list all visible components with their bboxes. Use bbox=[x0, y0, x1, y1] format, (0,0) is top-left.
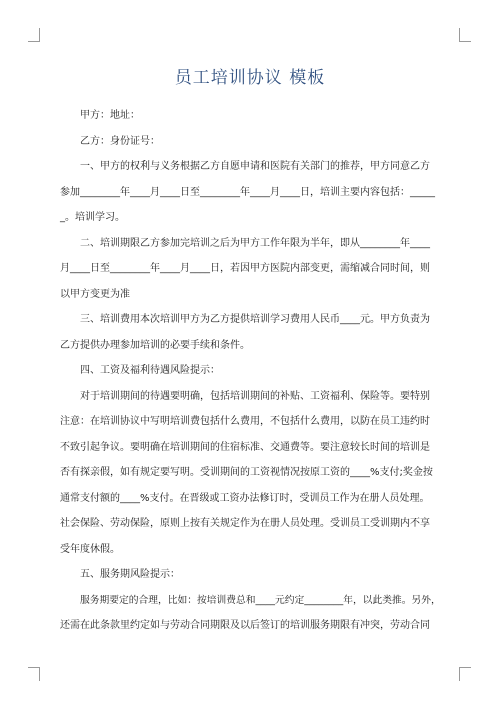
paragraph-line: 否有探亲假，如有规定要写明。受训期间的工资视情况按原工资的____%支付;奖金按 bbox=[60, 467, 433, 478]
paragraph-line: 社会保险、劳动保险，原则上按有关规定作为在册人员处理。受训员工受训期内不享 bbox=[60, 518, 430, 529]
paragraph-line: 乙方提供办理参加培训的必要手续和条件。 bbox=[60, 339, 250, 351]
paragraph-line: 二、培训期限乙方参加完培训之后为甲方工作年限为半年，即从________年____ bbox=[80, 237, 430, 249]
crop-mark-top-right bbox=[459, 28, 471, 42]
paragraph-line: 通常支付额的____%支付。在晋级或工资办法修订时，受训员工作为在册人员处理。 bbox=[60, 492, 430, 504]
document-body bbox=[60, 103, 442, 639]
paragraph-line: 受年度休假。 bbox=[60, 543, 120, 555]
paragraph-line: 注意：在培训协议中写明培训费包括什么费用，不包括什么费用，以防在员工违约时 bbox=[60, 416, 430, 427]
section-heading: 五、服务期风险提示： bbox=[80, 569, 180, 580]
crop-mark-bottom-left bbox=[28, 667, 40, 681]
paragraph-line: 一、甲方的权利与义务根据乙方自愿申请和医院有关部门的推荐，甲方同意乙方 bbox=[80, 161, 430, 172]
paragraph-line: 以甲方变更为准 bbox=[60, 288, 130, 300]
crop-mark-bottom-right bbox=[459, 667, 471, 681]
paragraph-line: _。培训学习。 bbox=[60, 212, 125, 223]
paragraph-line: 还需在此条款里约定如与劳动合同期限及以后签订的培训服务期限有冲突，劳动合同 bbox=[60, 620, 430, 631]
paragraph-line: 不致引起争议。要明确在培训期间的住宿标准、交通费等。要注意较长时间的培训是 bbox=[60, 441, 430, 453]
paragraph-line: 月____日至________年____月____日，若因甲方医院内部变更，需缩减合同时间，则 bbox=[60, 263, 430, 274]
party-b-line: 乙方：身份证号： bbox=[80, 135, 160, 147]
paragraph-line: 参加________年____月____日至________年____月____日，培训主要内容包括：_____ bbox=[60, 186, 435, 198]
party-a-line: 甲方：地址： bbox=[80, 110, 140, 121]
section-heading: 四、工资及福利待遇风险提示： bbox=[80, 365, 220, 376]
document-title: 员工培训协议 模板 bbox=[174, 68, 326, 88]
paragraph-line: 服务期要定的合理，比如：按培训费总和____元约定________年，以此类推。另外， bbox=[80, 594, 441, 606]
crop-mark-top-left bbox=[28, 28, 40, 42]
paragraph-line: 三、培训费用本次培训甲方为乙方提供培训学习费用人民币____元。甲方负责为 bbox=[80, 314, 430, 325]
paragraph-line: 对于培训期间的待遇要明确，包括培训期间的补贴、工资福利、保险等。要特别 bbox=[80, 390, 430, 402]
